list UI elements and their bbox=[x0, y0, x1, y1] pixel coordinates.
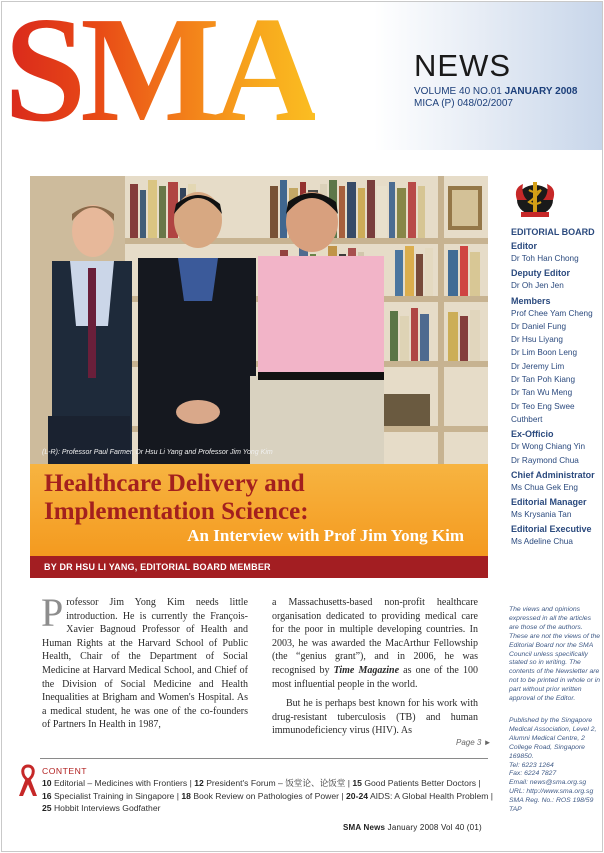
article-text-2a: a Massachusetts-based non-profit healthcare organisation dedicated to providing medical care for the poor in multiple developing countries. In 2003, he was awarded the MacArthur Fellowship (the “genius grant”), and in 2006, he was recognised by bbox=[272, 597, 478, 676]
deputy-name: Dr Oh Jen Jen bbox=[511, 281, 564, 291]
member-name: Dr Lim Boon Leng bbox=[511, 348, 577, 358]
publisher-url: URL: http://www.sma.org.sg bbox=[509, 788, 594, 796]
photo-caption: (L-R): Professor Paul Farmer, Dr Hsu Li Yang and Professor Jim Yong Kim bbox=[42, 449, 273, 456]
chief-admin-name: Ms Chua Gek Eng bbox=[511, 482, 578, 492]
contents-page: 10 bbox=[42, 778, 52, 789]
volume-number: VOLUME 40 NO.01 bbox=[414, 86, 502, 97]
contents-label: CONTENT bbox=[42, 766, 88, 776]
article-text-2b: as one of the 100 most influential people in the world. bbox=[272, 664, 478, 690]
footer-issue: January 2008 Vol 40 (01) bbox=[387, 823, 482, 832]
footer-brand: SMA News bbox=[343, 823, 386, 832]
article-column-2 bbox=[272, 596, 478, 738]
contents-page: 20-24 bbox=[346, 790, 369, 801]
editorial-manager-name: Ms Krysania Tan bbox=[511, 510, 572, 520]
article-column-1 bbox=[41, 590, 248, 732]
article-title-band bbox=[30, 464, 488, 556]
editorial-manager-label: Editorial Manager bbox=[511, 497, 587, 508]
contents-page: 16 bbox=[42, 790, 52, 801]
editorial-executive-label: Editorial Executive bbox=[511, 524, 592, 535]
board-heading: EDITORIAL BOARD bbox=[511, 227, 595, 237]
divider bbox=[40, 758, 488, 759]
cover-photo bbox=[30, 176, 488, 464]
masthead bbox=[2, 2, 602, 150]
news-title: NEWS bbox=[414, 48, 511, 83]
member-name: Prof Chee Yam Cheng bbox=[511, 308, 593, 318]
members-label: Members bbox=[511, 295, 551, 306]
editor-label: Editor bbox=[511, 241, 537, 251]
exofficio-name: Dr Raymond Chua bbox=[511, 455, 579, 465]
publisher-address: Published by the Singapore Medical Association, Level 2, Alumni Medical Centre, 2 College Road, Singapore 169850. bbox=[509, 717, 597, 760]
member-name: Dr Daniel Fung bbox=[511, 321, 567, 331]
contents-item[interactable]: Hobbit Interviews Godfather bbox=[53, 803, 161, 814]
issue-info bbox=[414, 86, 577, 110]
title-line-1: Healthcare Delivery and bbox=[44, 470, 305, 497]
contents-page: 18 bbox=[181, 790, 191, 801]
drop-cap: P bbox=[41, 590, 64, 635]
member-name: Dr Jeremy Lim bbox=[511, 361, 565, 371]
contents-item[interactable]: AIDS: A Global Health Problem bbox=[369, 790, 489, 801]
member-name: Dr Hsu Liyang bbox=[511, 335, 563, 345]
title-line-2: Implementation Science: bbox=[44, 498, 309, 525]
editorial-board bbox=[511, 224, 603, 549]
disclaimer: The views and opinions expressed in all the articles are those of the authors. These are not the views of the Editorial Board nor the SMA Council unless specifically stated so in writing. The contents of the Newsletter are not to be printed in whole or in part without prior written approval of the Editor. bbox=[509, 606, 601, 703]
publisher-tel: Tel: 6223 1264 bbox=[509, 761, 554, 769]
article-title bbox=[44, 470, 309, 526]
photo-illustration bbox=[30, 176, 488, 464]
issue-month: JANUARY 2008 bbox=[504, 86, 578, 97]
sma-logo: SMA bbox=[4, 2, 315, 145]
article-byline: BY DR HSU LI YANG, EDITORIAL BOARD MEMBER bbox=[30, 556, 488, 578]
article-text-2-p2: But he is perhaps best known for his work with drug-resistant tuberculosis (TB) and human immunodeficiency virus (HIV). As bbox=[272, 698, 478, 737]
contents-line-1: 10 Editorial – Medicines with Frontiers | 12 President's Forum – 饭堂论、论饭堂 | 15 Good Patients Better Doctors | bbox=[42, 778, 481, 789]
article-text-2-em: Time Magazine bbox=[333, 664, 400, 676]
exofficio-name: Dr Wong Chiang Yin bbox=[511, 442, 586, 452]
chief-admin-label: Chief Administrator bbox=[511, 469, 595, 480]
contents-page: 12 bbox=[194, 778, 204, 789]
contents-box bbox=[42, 765, 494, 815]
publisher-email: Email: news@sma.org.sg bbox=[509, 779, 587, 787]
contents-page: 25 bbox=[42, 803, 52, 814]
editorial-executive-name: Ms Adeline Chua bbox=[511, 537, 573, 547]
contents-item[interactable]: Specialist Training in Singapore bbox=[53, 790, 175, 801]
article-text-1: rofessor Jim Yong Kim needs little introduction. He is currently the François-Xavier Bagnoud Professor of Health and Human Rights at the Harvard School of Public Health, Chair of the Department of Social Medicine at Harvard Medical School, and Chief of the Division of Social Medicine and Health Inequalities at Brigham and Women's Hospital. As a medical student, he was one of the co-founders of Partners In Health in 1987, bbox=[42, 597, 248, 731]
page-footer bbox=[343, 823, 482, 832]
contents-item[interactable]: Good Patients Better Doctors bbox=[364, 778, 477, 789]
contents-line-2: 16 Specialist Training in Singapore | 18 Book Review on Pathologies of Power | 20-24 AIDS: A Global Health Problem | bbox=[42, 790, 494, 801]
mica-number: MICA (P) 048/02/2007 bbox=[414, 98, 513, 109]
contents-item[interactable]: President's Forum – 饭堂论、论饭堂 bbox=[206, 778, 346, 789]
contents-page: 15 bbox=[352, 778, 362, 789]
publisher-info bbox=[509, 717, 601, 815]
editor-name: Dr Toh Han Chong bbox=[511, 254, 579, 263]
member-name: Dr Tan Wu Meng bbox=[511, 388, 573, 398]
contents-item[interactable]: Book Review on Pathologies of Power bbox=[193, 790, 340, 801]
member-name: Dr Tan Poh Kiang bbox=[511, 375, 576, 385]
continue-link[interactable]: Page 3 ► bbox=[456, 738, 492, 747]
red-ribbon-icon bbox=[17, 764, 39, 798]
member-name: Dr Teo Eng Swee Cuthbert bbox=[511, 401, 575, 424]
publisher-reg: SMA Reg. No.: ROS 198/59 TAP bbox=[509, 797, 594, 814]
contents-line-3 bbox=[42, 802, 494, 814]
article-subtitle: An Interview with Prof Jim Yong Kim bbox=[187, 526, 464, 545]
publisher-fax: Fax: 6224 7827 bbox=[509, 770, 557, 778]
sma-emblem-icon bbox=[513, 178, 557, 218]
deputy-label: Deputy Editor bbox=[511, 268, 571, 279]
exofficio-label: Ex-Officio bbox=[511, 429, 554, 440]
contents-item[interactable]: Editorial – Medicines with Frontiers bbox=[53, 778, 188, 789]
